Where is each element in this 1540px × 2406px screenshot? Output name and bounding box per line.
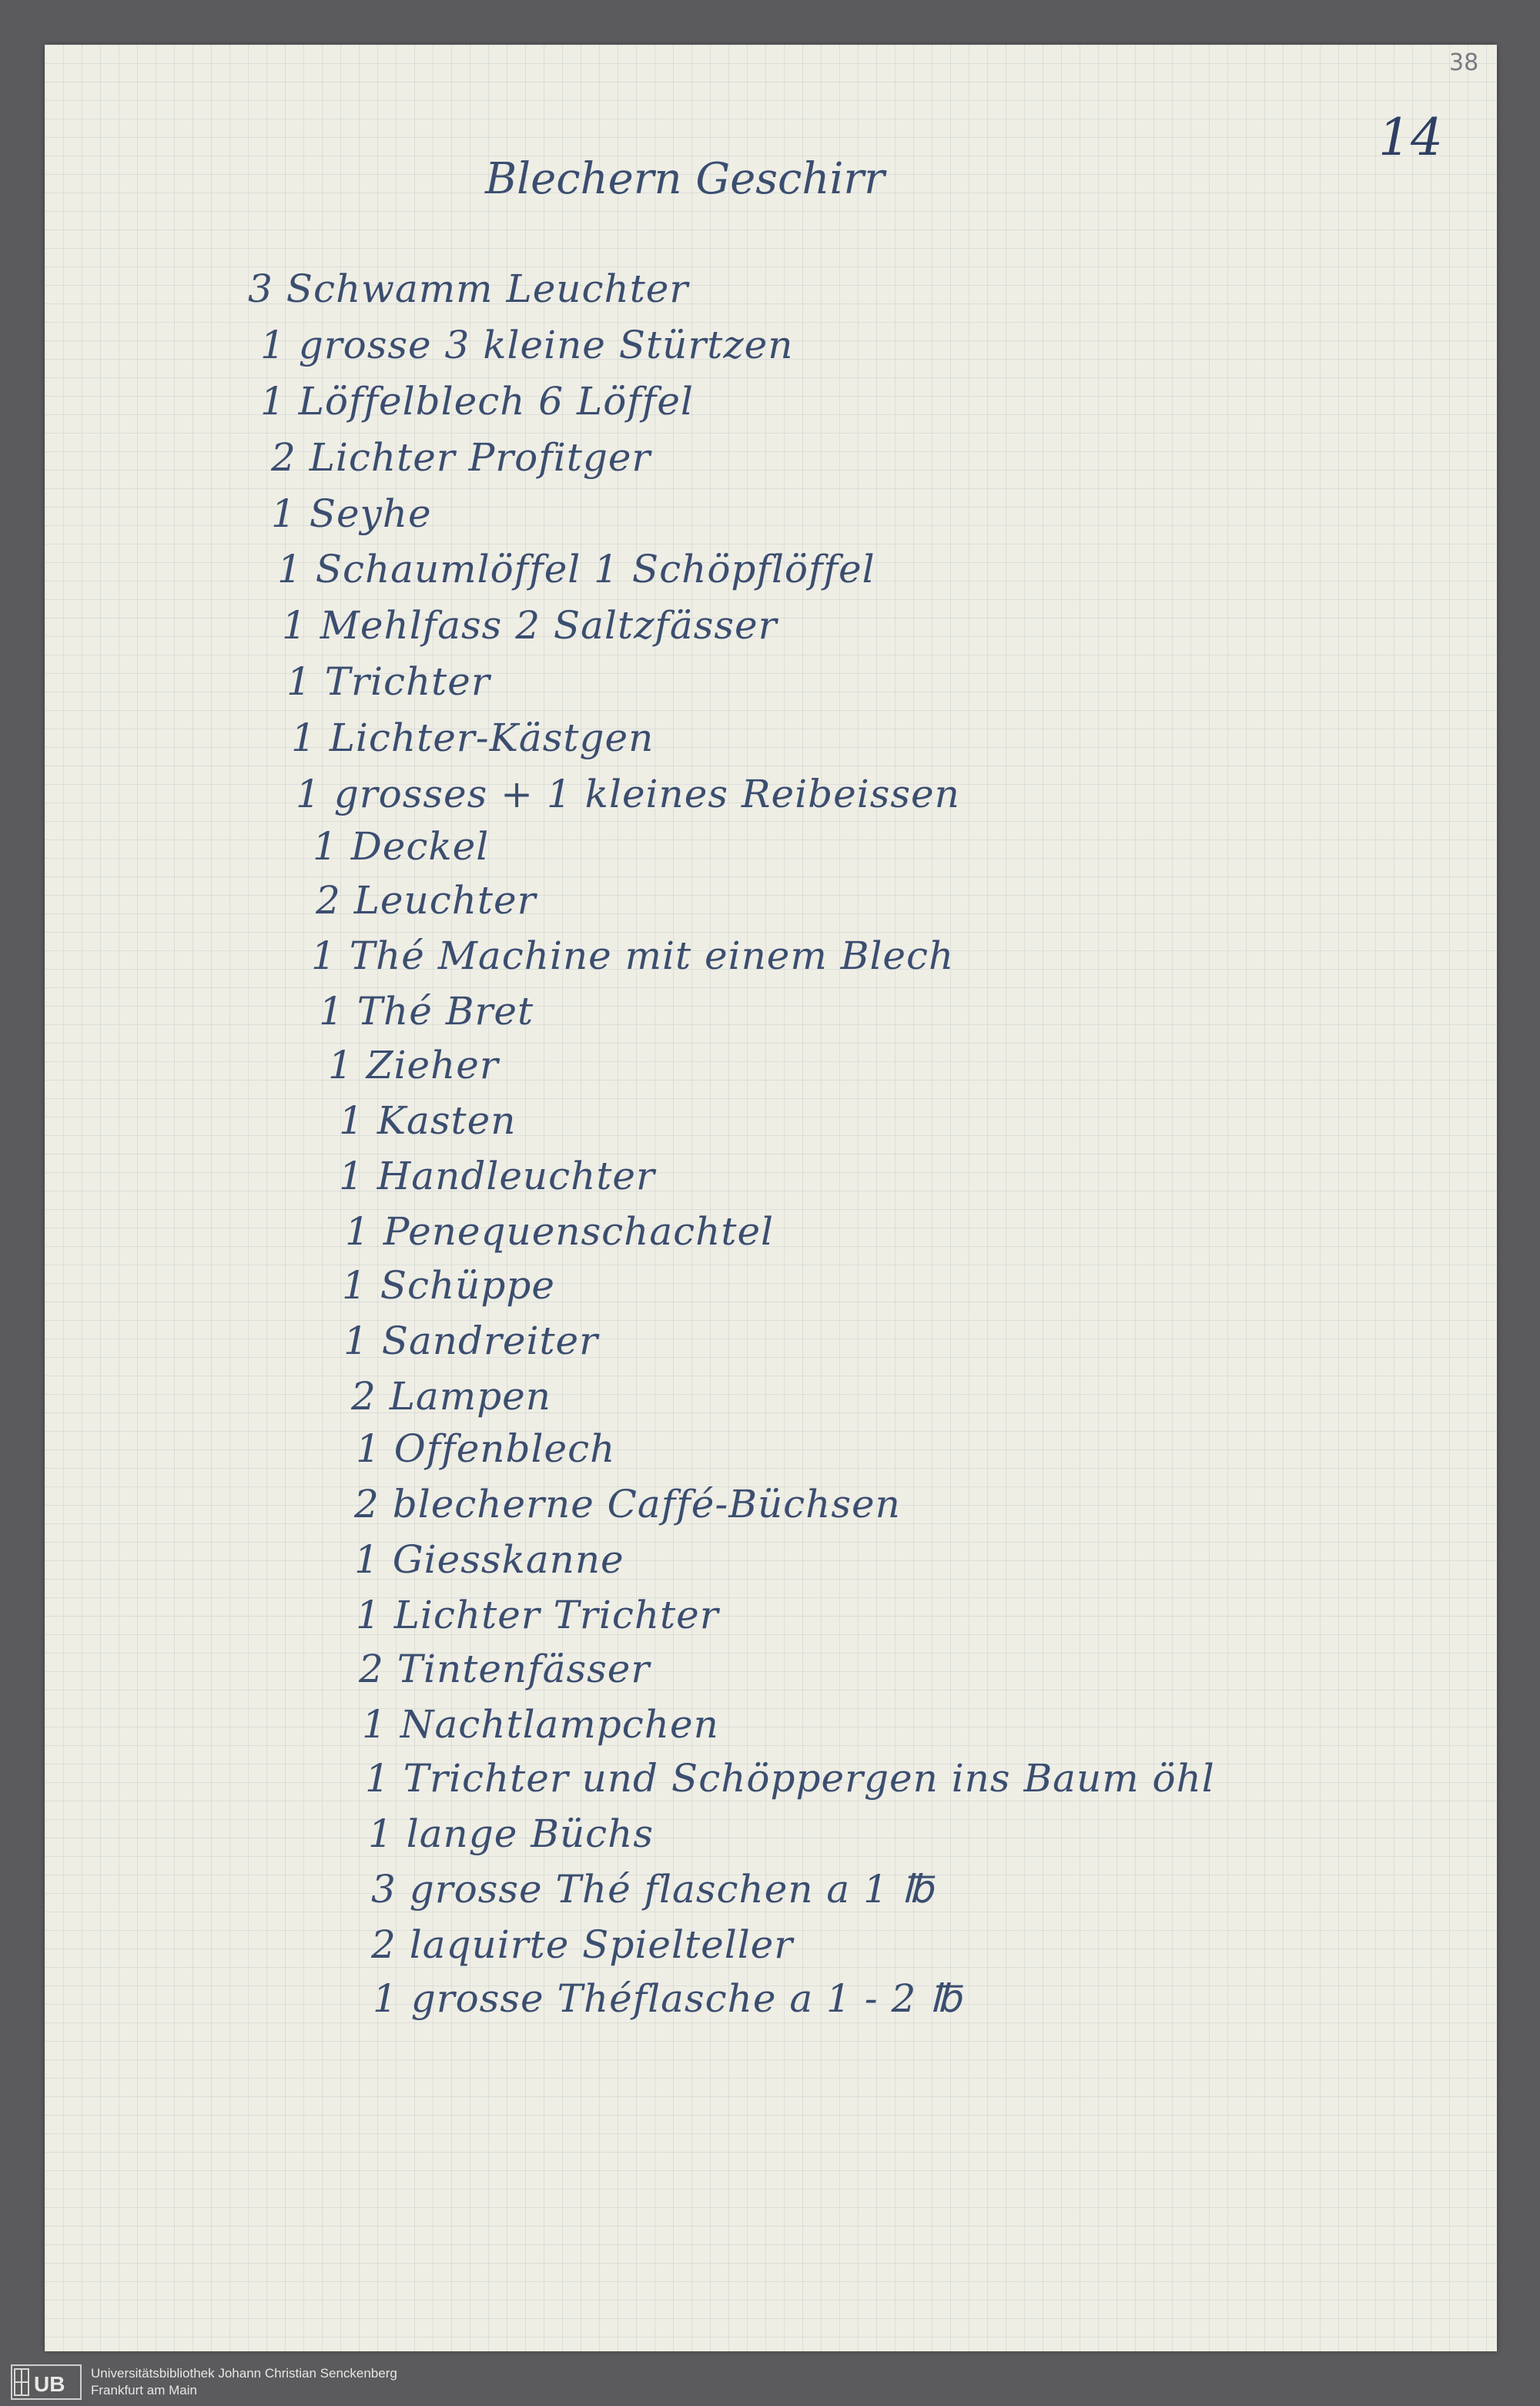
library-name: Universitätsbibliothek Johann Christian Senckenberg <box>91 2366 397 2381</box>
list-item: 1 Trichter <box>286 659 490 704</box>
list-item: 1 Offenblech <box>356 1426 616 1471</box>
list-item: 1 Lichter-Kästgen <box>291 715 654 760</box>
library-location: Frankfurt am Main <box>91 2383 197 2398</box>
list-item: 1 Zieher <box>328 1043 499 1087</box>
logo-text: UB <box>34 2372 65 2396</box>
list-item: 2 laquirte Spielteller <box>371 1922 794 1967</box>
list-item: 3 grosse Thé flaschen a 1 ℔ <box>371 1867 934 1912</box>
list-item: 1 Giesskanne <box>354 1537 624 1582</box>
document-title: Blechern Geschirr <box>485 154 885 204</box>
list-item: 1 grosse 3 kleine Stürtzen <box>260 323 794 367</box>
list-item: 1 grosse Théflasche a 1 - 2 ℔ <box>373 1976 962 2021</box>
list-item: 1 Schaumlöffel 1 Schöpflöffel <box>277 547 875 591</box>
list-item: 2 Lichter Profitger <box>271 435 651 480</box>
list-item: 1 Mehlfass 2 Saltzfässer <box>282 603 778 648</box>
list-item: 1 Thé Machine mit einem Blech <box>311 933 955 978</box>
list-item: 2 Tintenfässer <box>359 1647 651 1691</box>
list-item: 2 Lampen <box>351 1374 551 1419</box>
list-item: 1 Sandreiter <box>343 1319 599 1363</box>
list-item: 1 Löffelblech 6 Löffel <box>260 379 694 424</box>
list-item: 1 Lichter Trichter <box>356 1593 719 1637</box>
page-number: 14 <box>1378 108 1443 167</box>
library-logo <box>11 2364 82 2400</box>
list-item: 1 Handleuchter <box>339 1154 655 1198</box>
list-item: 1 Trichter und Schöppergen ins Baum öhl <box>365 1756 1215 1801</box>
list-item: 2 Leuchter <box>316 878 537 923</box>
list-item: 2 blecherne Caffé-Büchsen <box>354 1482 901 1526</box>
footer <box>0 2360 1540 2406</box>
list-item: 1 Nachtlampchen <box>362 1702 719 1747</box>
list-item: 1 Kasten <box>339 1098 517 1143</box>
list-item: 3 Schwamm Leuchter <box>248 266 689 311</box>
list-item: 1 Schüppe <box>342 1263 555 1308</box>
list-item: 1 Thé Bret <box>319 989 534 1034</box>
archive-pencil-number: 38 <box>1449 49 1479 76</box>
list-item: 1 Seyhe <box>271 491 432 536</box>
list-item: 1 Deckel <box>313 824 490 869</box>
list-item: 1 lange Büchs <box>368 1811 654 1856</box>
list-item: 1 Penequenschachtel <box>345 1209 775 1254</box>
list-item: 1 grosses + 1 kleines Reibeissen <box>296 772 960 816</box>
